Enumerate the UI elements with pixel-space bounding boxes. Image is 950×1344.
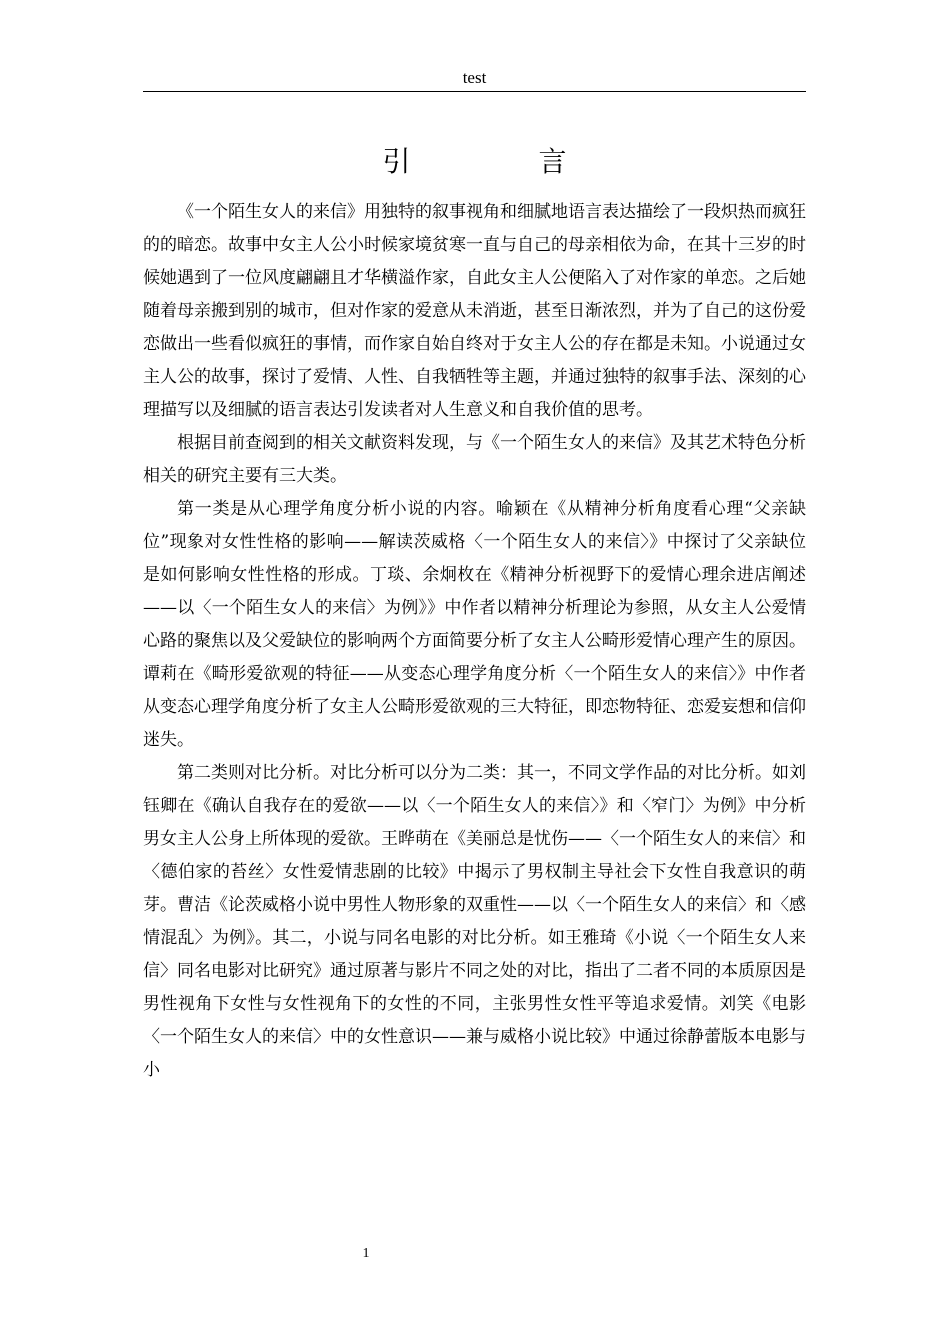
header-rule bbox=[143, 91, 806, 92]
page-number: 1 bbox=[362, 1246, 370, 1261]
paragraph: 第二类则对比分析。对比分析可以分为二类：其一，不同文学作品的对比分析。如刘钰卿在《确认自我存在的爱欲——以〈一个陌生女人的来信〉》和〈窄门〉为例》中分析男女主人公身上所体现的爱欲。王晔萌在《美丽总是忧伤——〈一个陌生女人的来信〉和〈德伯家的苔丝〉女性爱情悲剧的比较》中揭示了男权制主导社会下女性自我意识的萌芽。曹洁《论茨威格小说中男性人物形象的双重性——以〈一个陌生女人的来信〉和〈感情混乱〉为例》。其二，小说与同名电影的对比分析。如王雅琦《小说〈一个陌生女人来信〉同名电影对比研究》通过原著与影片不同之处的对比，指出了二者不同的本质原因是男性视角下女性与女性视角下的女性的不同，主张男性女性平等追求爱情。刘笑《电影〈一个陌生女人的来信〉中的女性意识——兼与威格小说比较》中通过徐静蕾版本电影与小 bbox=[143, 763, 806, 1080]
body-text bbox=[143, 196, 806, 1087]
paragraph: 第一类是从心理学角度分析小说的内容。喻颖在《从精神分析角度看心理“父亲缺位”现象对女性性格的影响——解读茨威格〈一个陌生女人的来信〉》中探讨了父亲缺位是如何影响女性性格的形成。丁琰、余炯枚在《精神分析视野下的爱情心理余进店阐述——以〈一个陌生女人的来信〉为例》》中作者以精神分析理论为参照，从女主人公爱情心路的聚焦以及父爱缺位的影响两个方面简要分析了女主人公畸形爱情心理产生的原因。谭莉在《畸形爱欲观的特征——从变态心理学角度分析〈一个陌生女人的来信〉》中作者从变态心理学角度分析了女主人公畸形爱欲观的三大特征，即恋物特征、恋爱妄想和信仰迷失。 bbox=[143, 499, 806, 750]
section-title: 引 言 bbox=[382, 145, 617, 178]
running-header: test bbox=[462, 68, 487, 87]
paragraph: 根据目前查阅到的相关文献资料发现，与《一个陌生女人的来信》及其艺术特色分析相关的研究主要有三大类。 bbox=[143, 433, 806, 486]
paragraph: 《一个陌生女人的来信》用独特的叙事视角和细腻地语言表达描绘了一段炽热而疯狂的的暗恋。故事中女主人公小时候家境贫寒一直与自己的母亲相依为命，在其十三岁的时候她遇到了一位风度翩翩且才华横溢作家，自此女主人公便陷入了对作家的单恋。之后她随着母亲搬到别的城市，但对作家的爱意从未消逝，甚至日渐浓烈，并为了自己的这份爱恋做出一些看似疯狂的事情，而作家自始自终对于女主人公的存在都是未知。小说通过女主人公的故事，探讨了爱情、人性、自我牺牲等主题，并通过独特的叙事手法、深刻的心理描写以及细腻的语言表达引发读者对人生意义和自我价值的思考。 bbox=[143, 202, 806, 420]
